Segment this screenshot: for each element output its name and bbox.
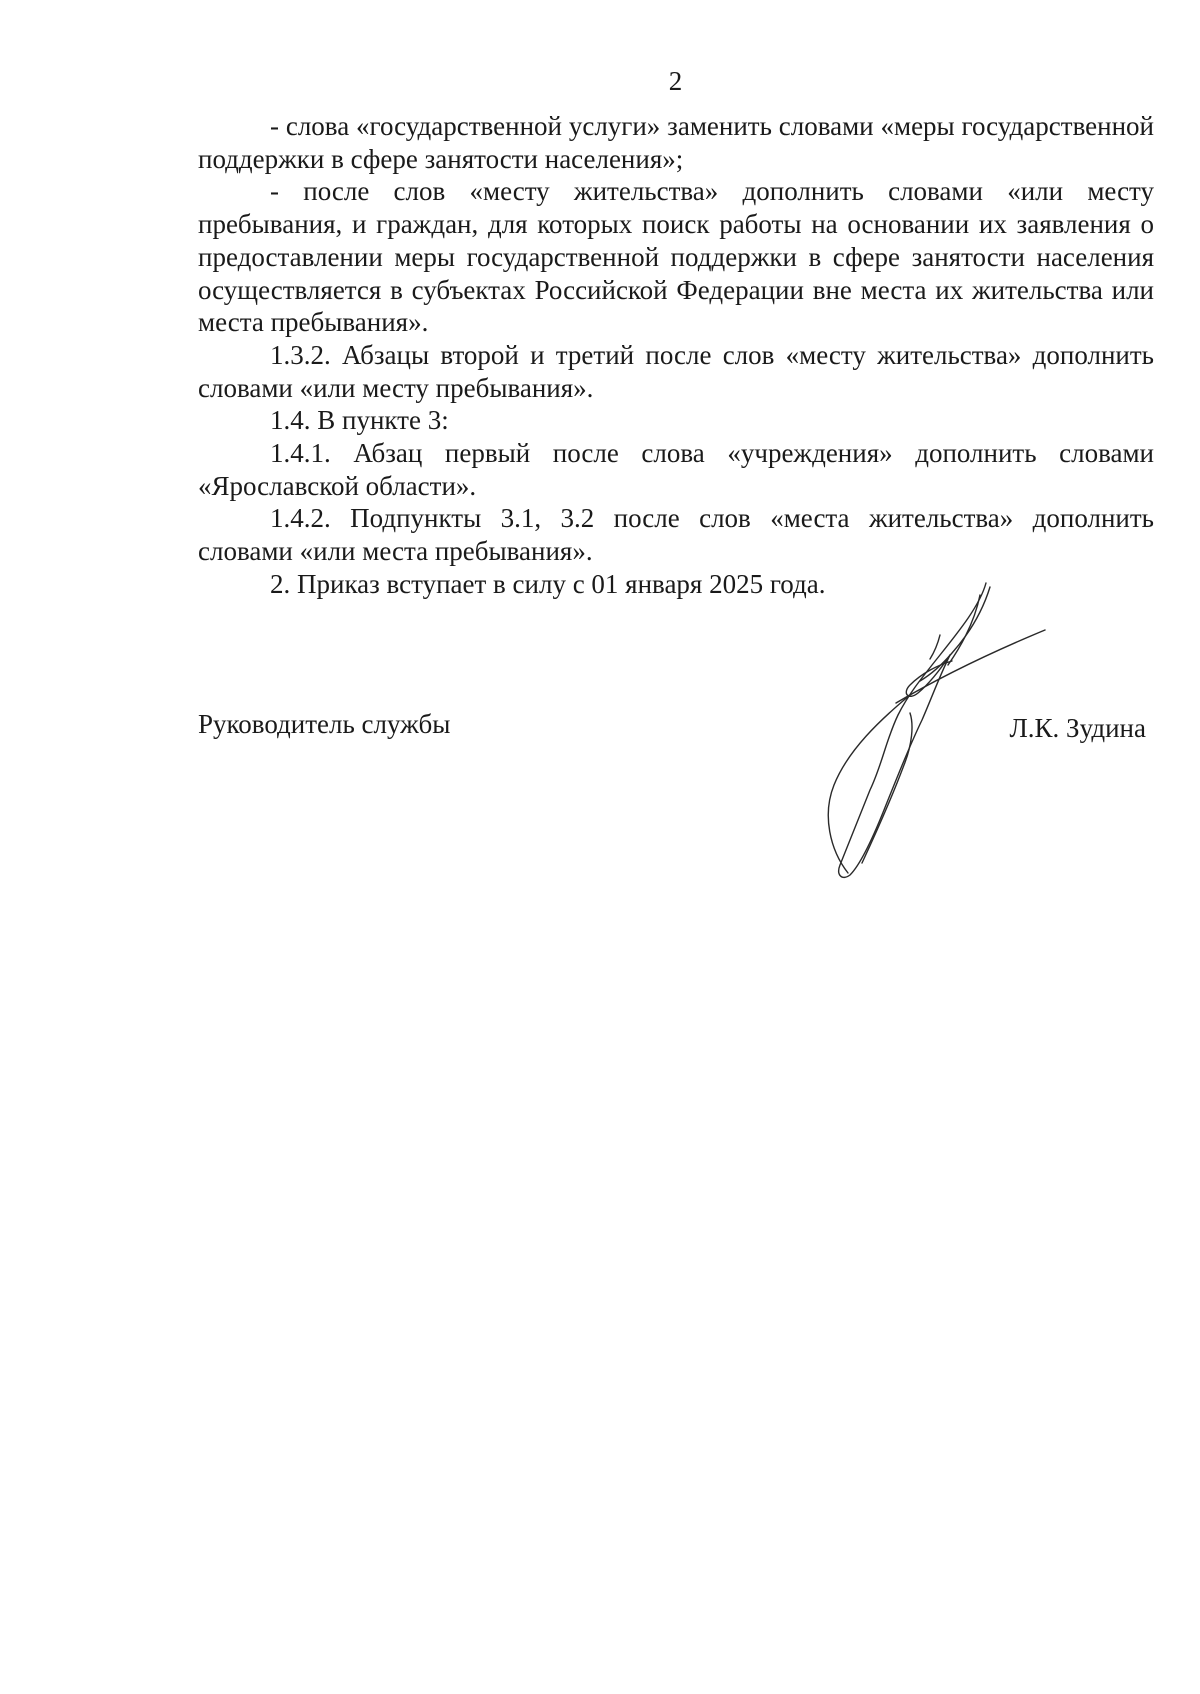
paragraph-replace-words: - слова «государственной услуги» заменить словами «меры государственной поддержки в сфере занятости населения»;	[198, 111, 1154, 174]
paragraph-1-4: 1.4. В пункте 3:	[270, 405, 449, 436]
paragraph-1-4-1: 1.4.1. Абзац первый после слова «учреждения» дополнить словами «Ярославской области».	[198, 438, 1154, 501]
paragraph-1-4-2: 1.4.2. Подпункты 3.1, 3.2 после слов «места жительства» дополнить словами «или места пребывания».	[198, 503, 1154, 567]
paragraph-add-words: - после слов «месту жительства» дополнить словами «или месту пребывания, и граждан, для которых поиск работы на основании их заявления о предоставлении меры государственной поддержки в сфере занятости населения осуществляется в субъектах Российской Федерации вне места их жительства или места пребывания».	[198, 176, 1154, 338]
paragraph-1-3-2: 1.3.2. Абзацы второй и третий после слов «месту жительства» дополнить словами «или месту пребывания».	[198, 339, 1154, 403]
document-body	[198, 110, 1154, 601]
page-number: 2	[668, 66, 683, 96]
signatory-role: Руководитель службы	[198, 709, 451, 739]
paragraph-2-effective-date: 2. Приказ вступает в силу с 01 января 2025 года.	[270, 568, 826, 599]
signatory-name: Л.К. Зудина	[1009, 713, 1146, 743]
